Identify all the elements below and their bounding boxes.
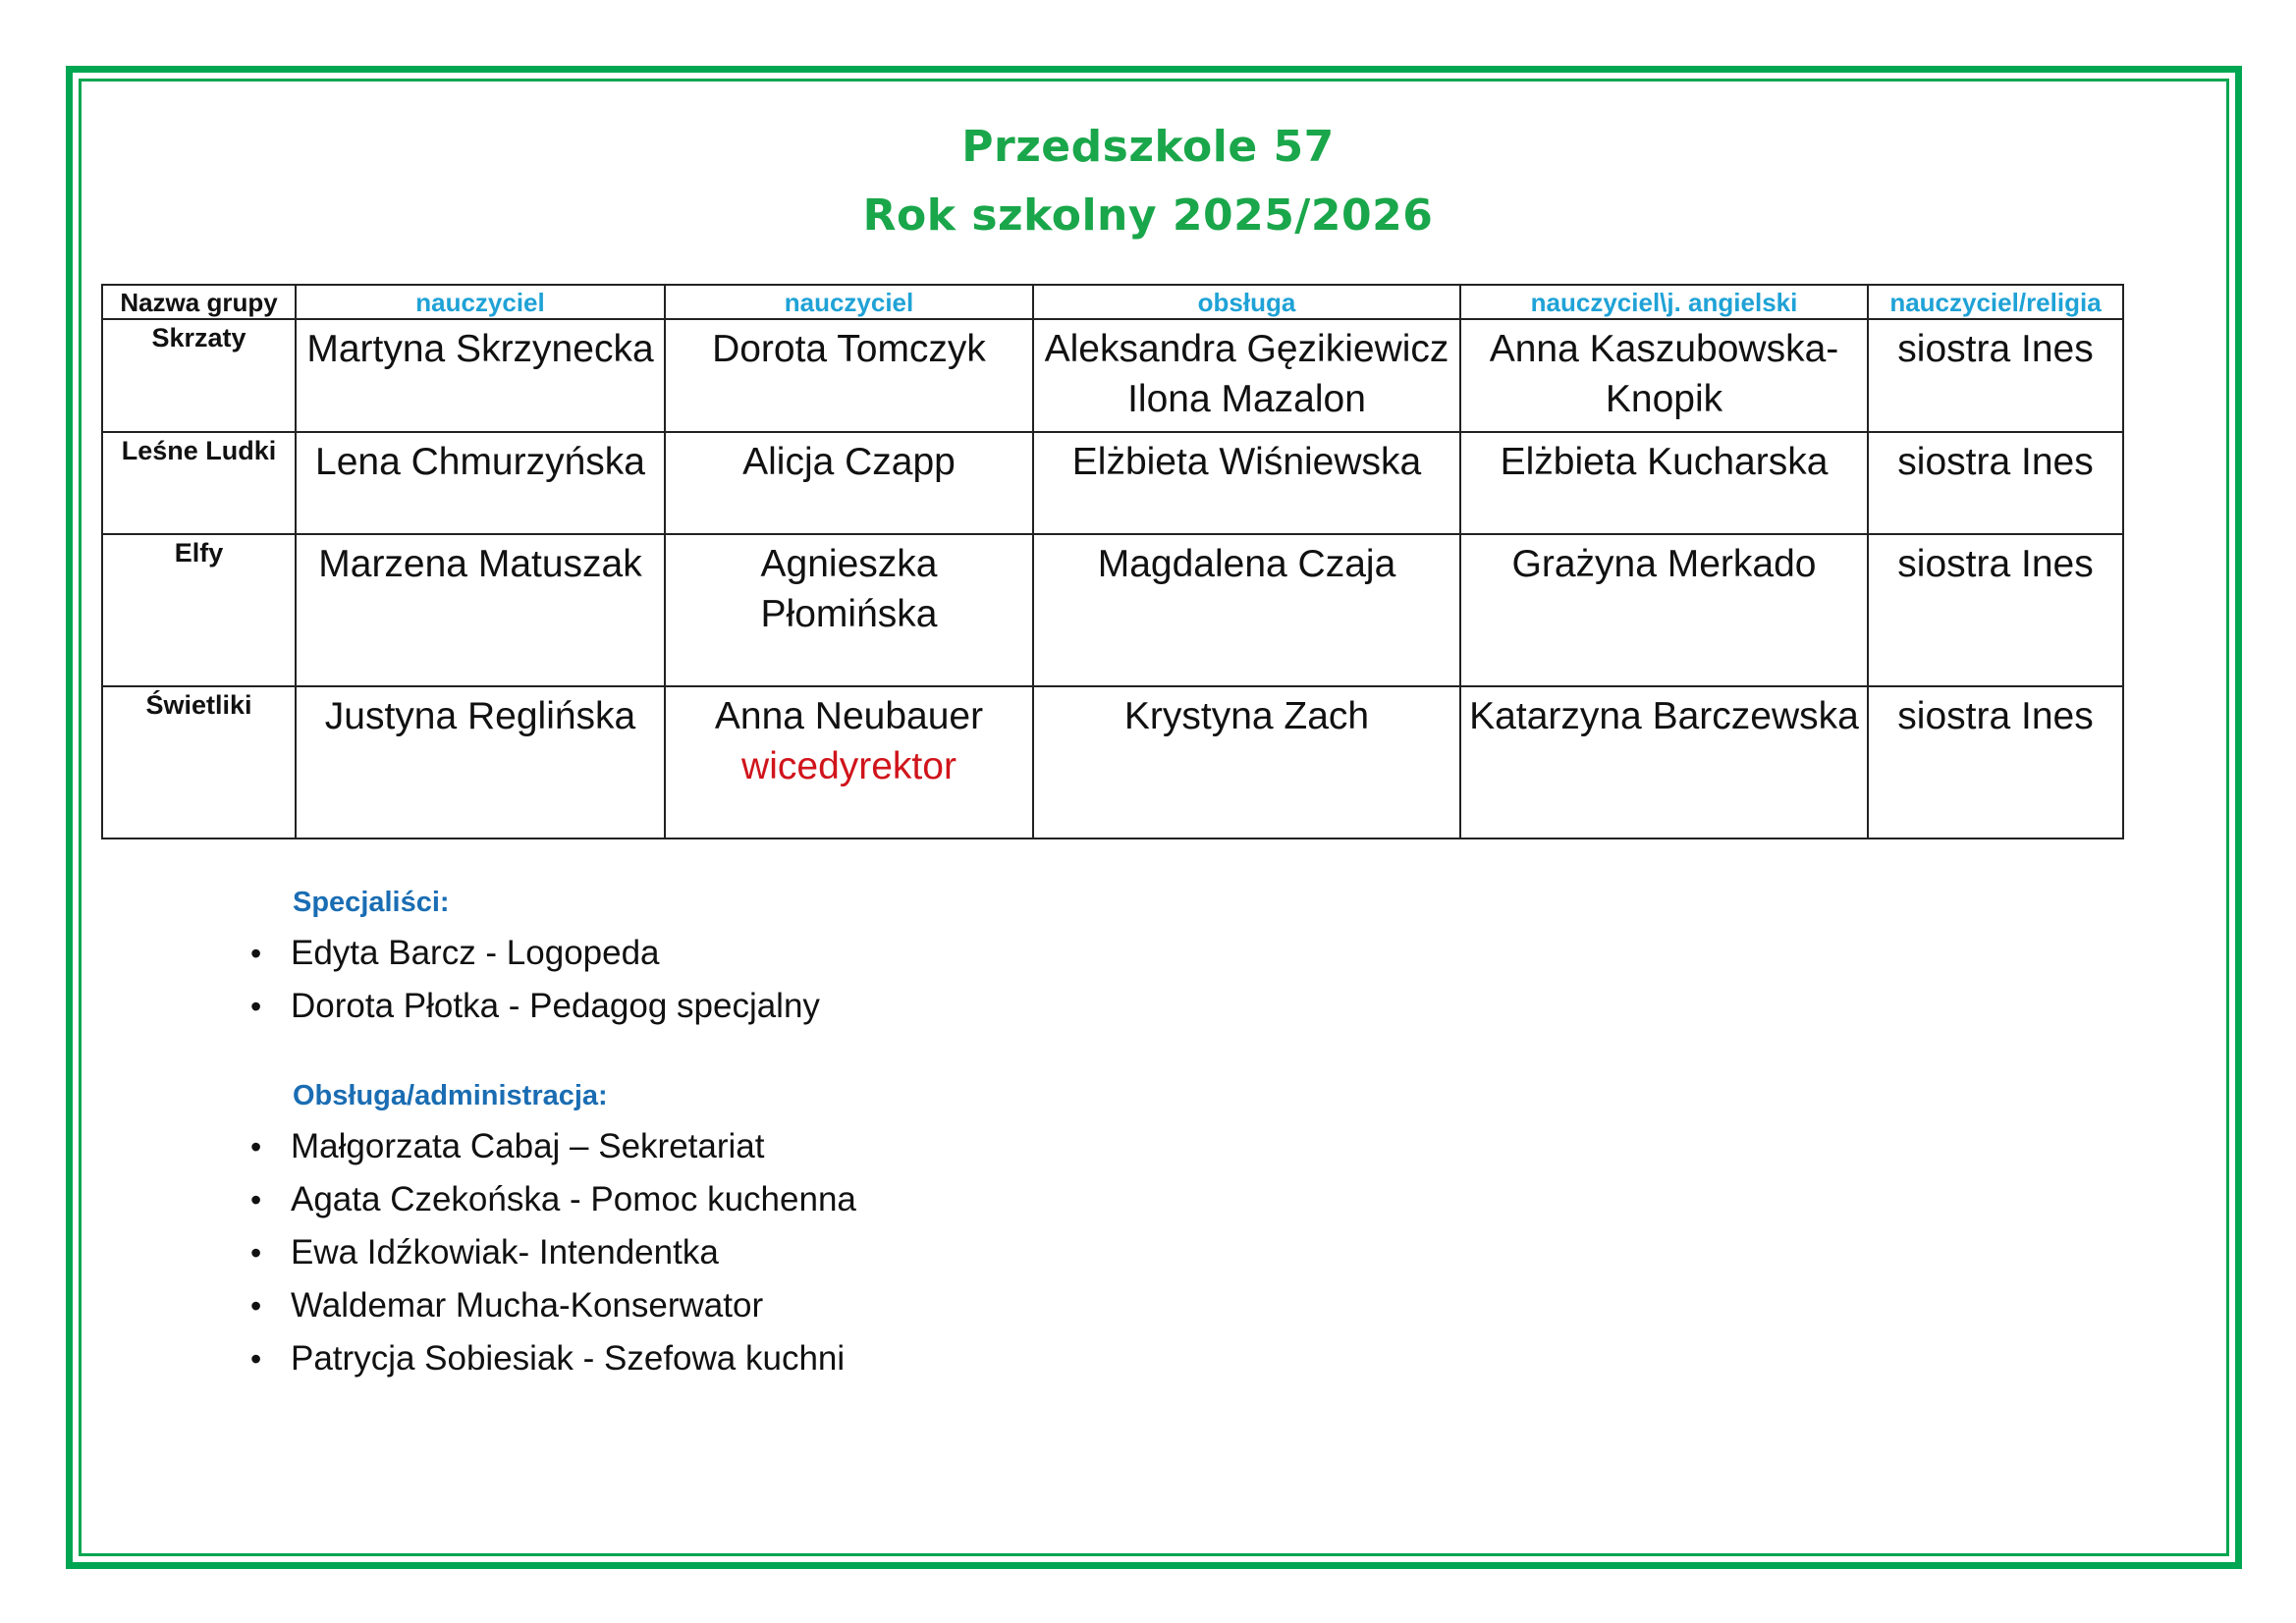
staff-name: siostra Ines (1897, 328, 2094, 370)
staff-name: Płomińska (760, 593, 938, 635)
religion-teacher-cell (1868, 319, 2123, 432)
english-teacher-cell (1460, 686, 1868, 839)
group-name: Świetliki (102, 686, 296, 839)
teacher-cell (296, 432, 665, 534)
religion-teacher-cell (1868, 534, 2123, 686)
list-item: • Patrycja Sobiesiak - Szefowa kuchni (250, 1332, 856, 1385)
teacher-cell (665, 534, 1033, 686)
staff-name: Krystyna Zach (1123, 695, 1370, 737)
staff-name: Anna Neubauer (714, 695, 984, 737)
column-header: nauczyciel (296, 285, 665, 319)
table-row (102, 432, 2123, 534)
staff-name: Martyna Skrzynecka (306, 328, 654, 370)
list-item: • Ewa Idźkowiak- Intendentka (250, 1226, 856, 1279)
list-item: • Edyta Barcz - Logopeda (250, 927, 820, 980)
english-teacher-cell (1460, 432, 1868, 534)
bullet-icon: • (250, 936, 262, 971)
bullet-icon: • (250, 1341, 262, 1377)
column-header: Nazwa grupy (102, 285, 296, 319)
staff-name: Agnieszka (760, 543, 938, 585)
teacher-cell (665, 319, 1033, 432)
document-title: Przedszkole 57 (961, 122, 1335, 172)
list-item: • Agata Czekońska - Pomoc kuchenna (250, 1173, 856, 1226)
teacher-cell (665, 686, 1033, 839)
administration-heading: Obsługa/administracja: (293, 1080, 608, 1111)
staff-name: Dorota Tomczyk (712, 328, 986, 370)
specialists-heading: Specjaliści: (293, 887, 450, 918)
staff-name: siostra Ines (1897, 543, 2094, 585)
table-row (102, 319, 2123, 432)
table-header-row (102, 285, 2123, 319)
administration-list (250, 1120, 856, 1385)
teacher-cell (296, 319, 665, 432)
column-header: nauczyciel\j. angielski (1460, 285, 1868, 319)
table-row (102, 686, 2123, 839)
document-subtitle: Rok szkolny 2025/2026 (862, 190, 1434, 241)
group-name: Leśne Ludki (102, 432, 296, 534)
bullet-icon: • (250, 1235, 262, 1271)
service-cell (1033, 686, 1460, 839)
service-cell (1033, 432, 1460, 534)
english-teacher-cell (1460, 319, 1868, 432)
bullet-icon: • (250, 1182, 262, 1217)
staff-name: Justyna Reglińska (324, 695, 636, 737)
column-header: nauczyciel/religia (1868, 285, 2123, 319)
staff-name: Grażyna Merkado (1511, 543, 1817, 585)
list-item: • Małgorzata Cabaj – Sekretariat (250, 1120, 856, 1173)
staff-role: wicedyrektor (741, 745, 957, 787)
staff-name: Ilona Mazalon (1127, 378, 1366, 420)
group-name: Skrzaty (102, 319, 296, 432)
staff-name: siostra Ines (1897, 441, 2094, 483)
column-header: nauczyciel (665, 285, 1033, 319)
religion-teacher-cell (1868, 686, 2123, 839)
staff-name: Alicja Czapp (742, 441, 956, 483)
bullet-icon: • (250, 1288, 262, 1324)
bullet-icon: • (250, 1129, 262, 1164)
table-row (102, 534, 2123, 686)
list-item: • Waldemar Mucha-Konserwator (250, 1279, 856, 1332)
staff-name: Knopik (1605, 378, 1723, 420)
staff-name: Aleksandra Gęzikiewicz (1044, 328, 1449, 370)
teacher-cell (665, 432, 1033, 534)
service-cell (1033, 534, 1460, 686)
staff-name: Katarzyna Barczewska (1469, 695, 1859, 737)
specialists-list (250, 927, 820, 1033)
staff-name: Elżbieta Wiśniewska (1071, 441, 1422, 483)
teacher-cell (296, 534, 665, 686)
list-item: • Dorota Płotka - Pedagog specjalny (250, 980, 820, 1033)
staff-name: Magdalena Czaja (1097, 543, 1396, 585)
staff-table (101, 284, 2124, 839)
bullet-icon: • (250, 989, 262, 1024)
teacher-cell (296, 686, 665, 839)
column-header: obsługa (1033, 285, 1460, 319)
staff-name: Lena Chmurzyńska (315, 441, 645, 483)
religion-teacher-cell (1868, 432, 2123, 534)
staff-name: Anna Kaszubowska- (1489, 328, 1839, 370)
staff-name: siostra Ines (1897, 695, 2094, 737)
group-name: Elfy (102, 534, 296, 686)
english-teacher-cell (1460, 534, 1868, 686)
service-cell (1033, 319, 1460, 432)
staff-name: Marzena Matuszak (318, 543, 642, 585)
staff-name: Elżbieta Kucharska (1500, 441, 1829, 483)
